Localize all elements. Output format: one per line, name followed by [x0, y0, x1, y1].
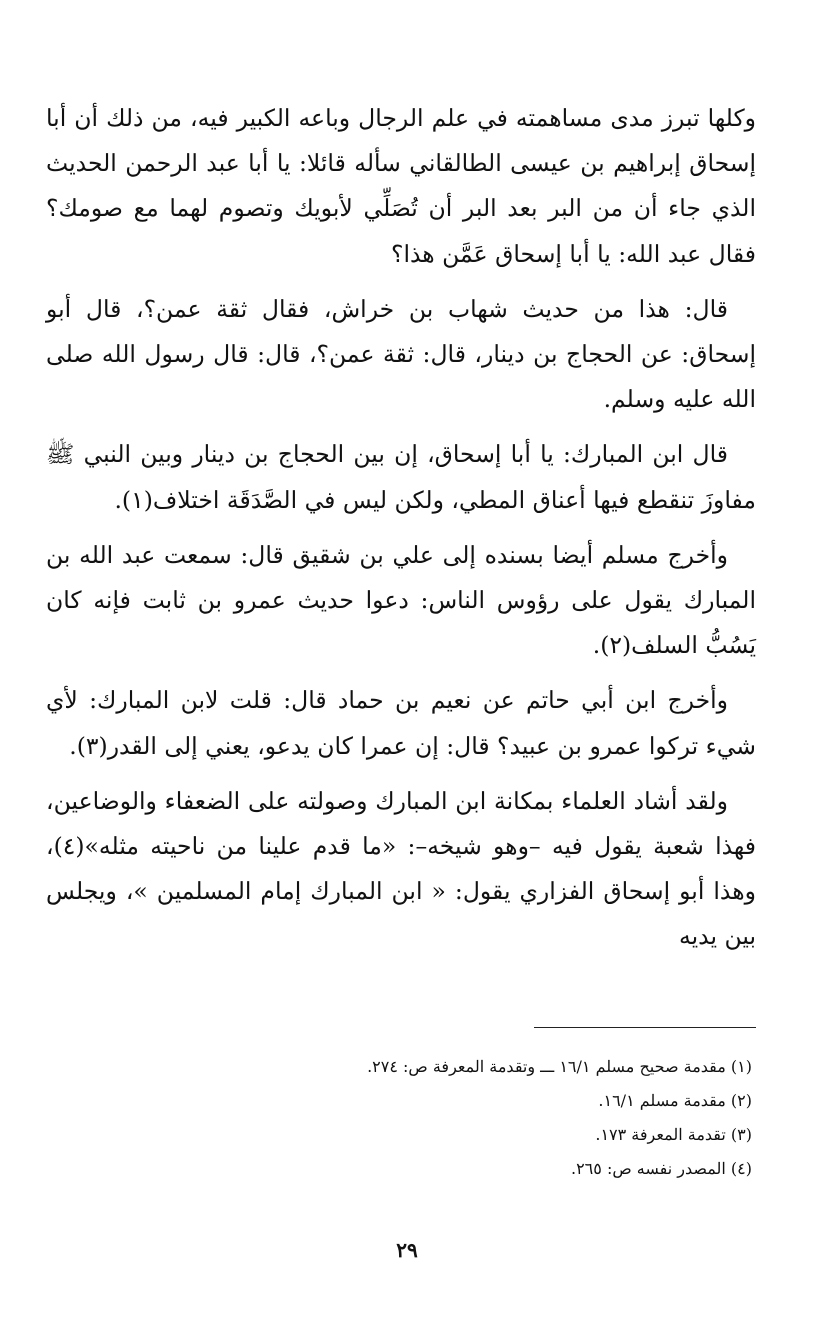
page-number: ٢٩: [396, 1238, 418, 1262]
paragraph-6: ولقد أشاد العلماء بمكانة ابن المبارك وصولته على الضعفاء والوضاعين، فهذا شعبة يقول فيه –وهو شيخه–: «ما قدم علينا من ناحيته مثله»(٤)، وهذا أبو إسحاق الفزاري يقول: « ابن المبارك إمام المسلمين »، ويجلس بين يديه: [46, 786, 756, 951]
footnote-4: (٤) المصدر نفسه ص: ٢٦٥.: [570, 1159, 752, 1178]
paragraph-3: قال ابن المبارك: يا أبا إسحاق، إن بين الحجاج بن دينار وبين النبي ﷺ مفاوزَ تنقطع فيها أعناق المطي، ولكن ليس في الصَّدَقَة اختلاف(١).: [46, 440, 756, 514]
paragraph-1: وكلها تبرز مدى مساهمته في علم الرجال وباعه الكبير فيه، من ذلك أن أبا إسحاق إبراهيم بن عيسى الطالقاني سأله قائلا: يا أبا عبد الرحمن الحديث الذي جاء أن من البر بعد البر أن تُصَلِّي لأبويك وتصوم لهما مع صومك؟ فقال عبد الله: يا أبا إسحاق عَمَّن هذا؟: [46, 104, 756, 268]
main-text-block: [46, 96, 756, 970]
footnote-1: (١) مقدمة صحيح مسلم ١٦/١ ـــ وتقدمة المعرفة ص: ٢٧٤.: [367, 1057, 752, 1076]
paragraph-4: وأخرج مسلم أيضا بسنده إلى علي بن شقيق قال: سمعت عبد الله بن المبارك يقول على رؤوس الناس: دعوا حديث عمرو بن ثابت فإنه كان يَسُبُّ السلف(٢).: [46, 540, 756, 660]
footnote-2: (٢) مقدمة مسلم ١٦/١.: [598, 1091, 752, 1110]
footnotes-section: [46, 1050, 752, 1186]
footnote-divider: [534, 1027, 756, 1028]
paragraph-5: وأخرج ابن أبي حاتم عن نعيم بن حماد قال: قلت لابن المبارك: لأي شيء تركوا عمرو بن عبيد؟ قال: إن عمرا كان يدعو، يعني إلى القدر(٣).: [46, 686, 756, 760]
paragraph-2: قال: هذا من حديث شهاب بن خراش، فقال ثقة عمن؟، قال أبو إسحاق: عن الحجاج بن دينار، قال: ثقة عمن؟، قال: قال رسول الله صلى الله عليه وسلم.: [46, 294, 756, 414]
footnote-3: (٣) تقدمة المعرفة ١٧٣.: [595, 1125, 752, 1144]
